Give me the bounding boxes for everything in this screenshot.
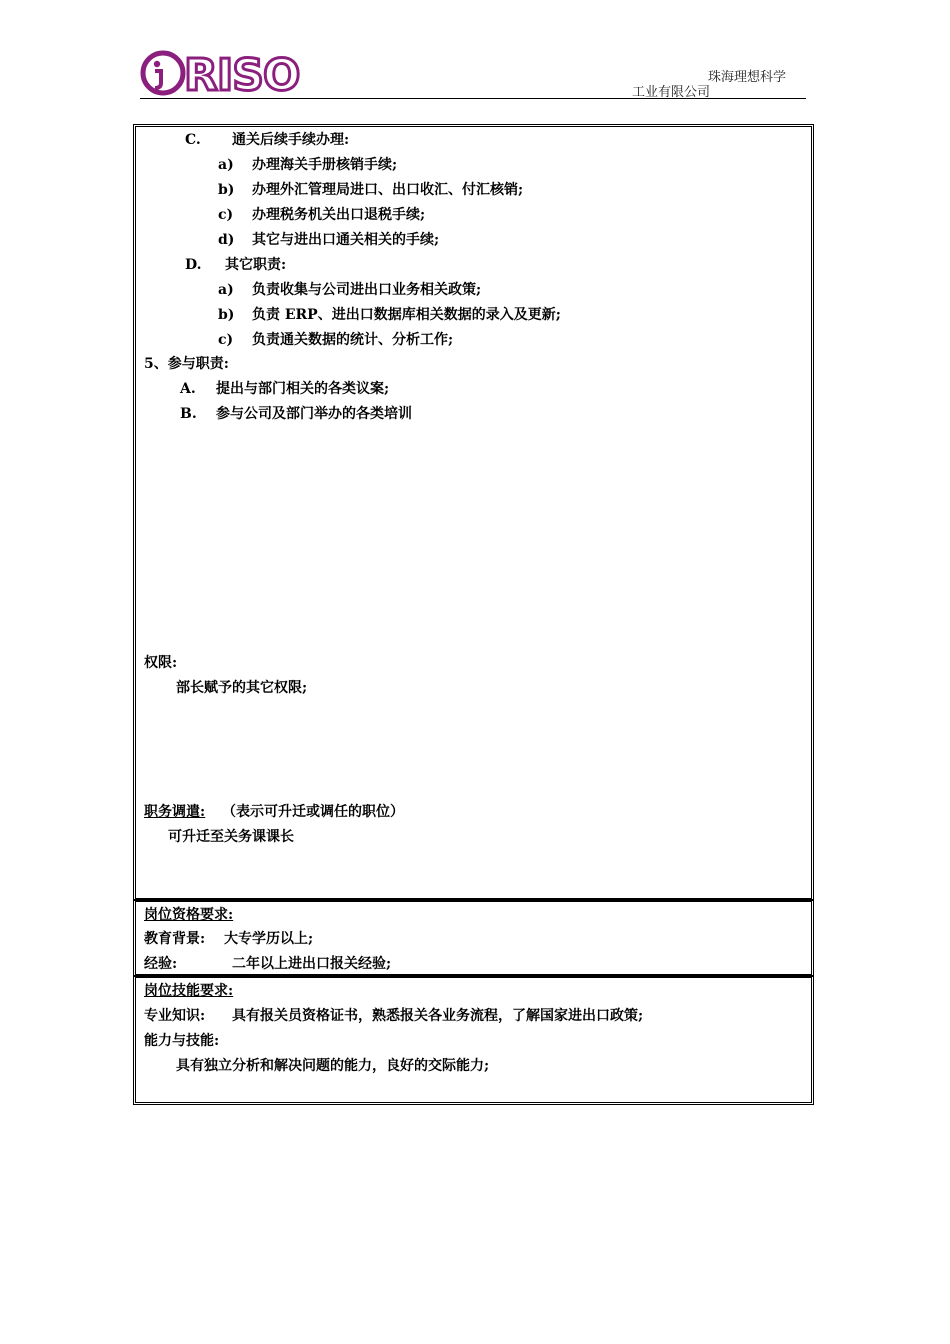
list-marker: a)	[218, 282, 234, 298]
list-marker: a)	[218, 157, 234, 173]
skills-box	[133, 975, 814, 1105]
authority-label: 权限:	[144, 655, 178, 671]
list-item: 参与公司及部门举办的各类培训	[216, 406, 412, 422]
skills-heading: 岗位技能要求:	[144, 983, 234, 999]
experience-label: 经验:	[144, 956, 178, 972]
transfer-label: 职务调遣:	[144, 804, 206, 820]
list-marker: b)	[218, 182, 235, 198]
list-marker: A.	[180, 381, 196, 397]
transfer-text: 可升迁至关务课课长	[168, 829, 294, 845]
list-item: 其它与进出口通关相关的手续;	[252, 232, 440, 248]
list-item: 负责 ERP、进出口数据库相关数据的录入及更新;	[252, 307, 561, 323]
section-5-title: 5、参与职责:	[144, 356, 229, 372]
qualification-heading: 岗位资格要求:	[144, 907, 234, 923]
list-item: 负责收集与公司进出口业务相关政策;	[252, 282, 482, 298]
section-c-title: 通关后续手续办理:	[232, 132, 350, 148]
knowledge-value: 具有报关员资格证书，熟悉报关各业务流程，了解国家进出口政策;	[232, 1008, 644, 1024]
authority-text: 部长赋予的其它权限;	[176, 680, 308, 696]
list-marker: d)	[218, 232, 235, 248]
list-item: 办理税务机关出口退税手续;	[252, 207, 426, 223]
education-label: 教育背景:	[144, 931, 206, 947]
logo-text: RISO	[184, 50, 300, 96]
list-item: 办理外汇管理局进口、出口收汇、付汇核销;	[252, 182, 524, 198]
list-marker: c)	[218, 207, 234, 223]
company-name-line1: 珠海理想科学	[708, 70, 787, 85]
transfer-note: （表示可升迁或调任的职位）	[222, 804, 404, 820]
header-divider	[140, 98, 806, 99]
knowledge-label: 专业知识:	[144, 1008, 206, 1024]
section-c-marker: C.	[185, 132, 201, 148]
ability-value: 具有独立分析和解决问题的能力，良好的交际能力;	[176, 1058, 490, 1074]
experience-value: 二年以上进出口报关经验;	[232, 956, 392, 972]
ability-label: 能力与技能:	[144, 1033, 220, 1049]
riso-logo	[140, 50, 300, 96]
list-marker: B.	[180, 406, 197, 422]
list-item: 办理海关手册核销手续;	[252, 157, 398, 173]
section-d-marker: D.	[185, 257, 202, 273]
list-marker: c)	[218, 332, 234, 348]
list-item: 负责通关数据的统计、分析工作;	[252, 332, 454, 348]
list-item: 提出与部门相关的各类议案;	[216, 381, 390, 397]
section-d-title: 其它职责:	[225, 257, 287, 273]
company-name-line2: 工业有限公司	[632, 85, 711, 100]
responsibilities-box	[133, 124, 814, 901]
education-value: 大专学历以上;	[224, 931, 314, 947]
list-marker: b)	[218, 307, 235, 323]
